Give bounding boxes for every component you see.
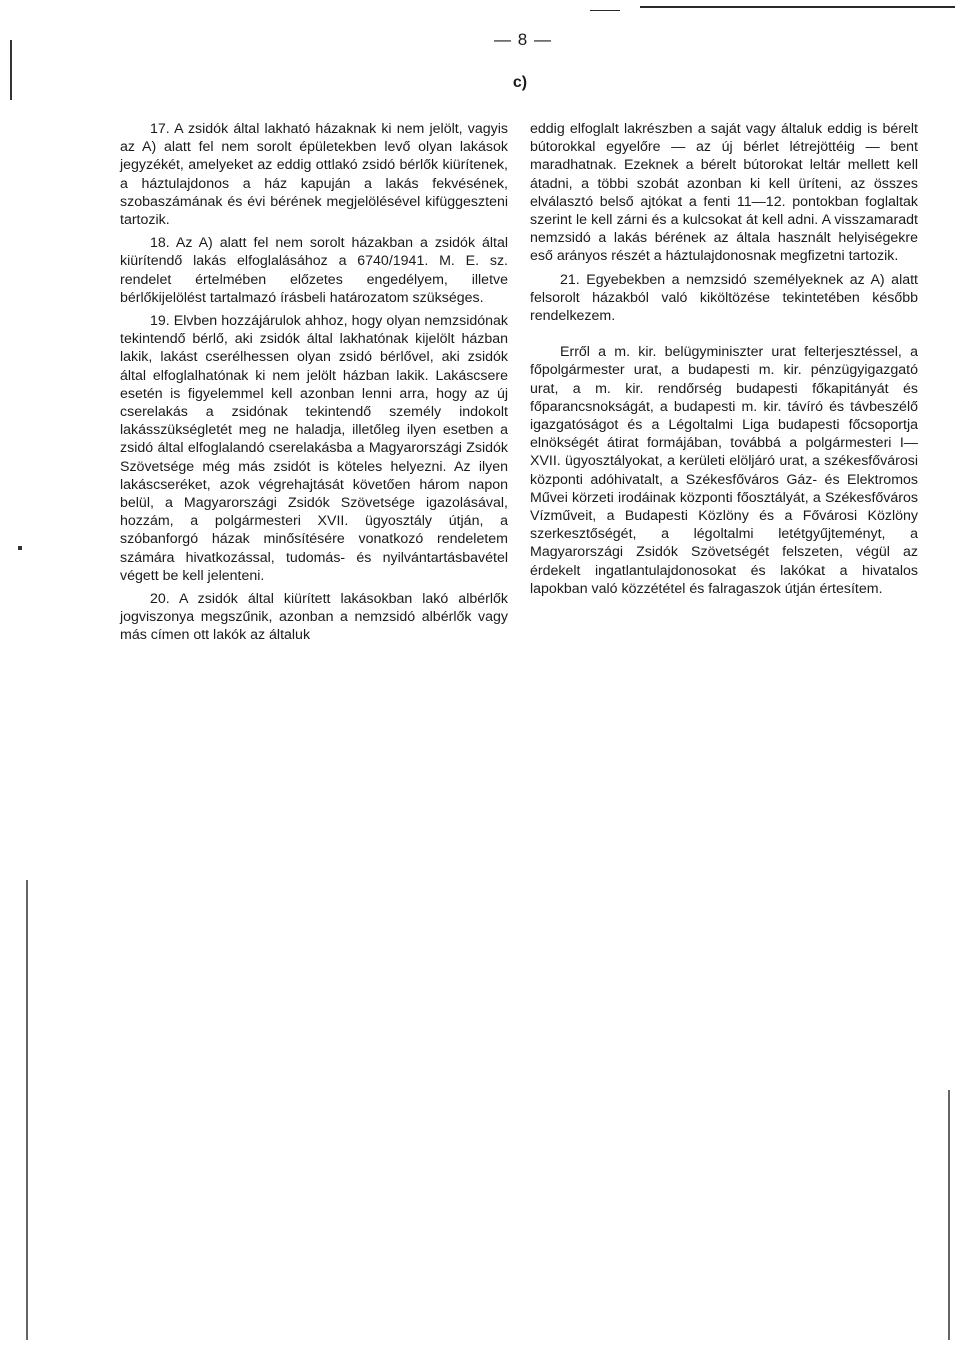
right-column [530, 120, 918, 603]
distribution-paragraph: Erről a m. kir. belügyminiszter urat felterjesztéssel, a főpolgármester urat, a budapesti m. kir. pénzügyigazgató urat, a m. kir. rendőrség budapesti főkapitányát és főparancsnokságát, a budapesti m. kir. távíró és távbeszélő igazgatóságot és a Légoltalmi Liga budapesti főcsoportja elnökségét átirat formájában, továbbá a polgármesteri I—XVII. ügyosztályokat, a kerületi elöljáró urat, a székesfővárosi központi adóhivatalt, a Székesfőváros Gáz- és Elektromos Művei körzeti irodáinak központi főosztályát, a Székesfőváros Vízműveit, a Budapesti Közlöny és a Fővárosi Közlöny szerkesztőségét, a légoltalmi letétgyűjteményt, a Magyarországi Zsidók Szövetségét felszeten, végül az érdekelt ingatlantulajdonosokat és lakókat a hivatalos lapokban való közzététel és falragaszok útján értesítem. [530, 344, 918, 597]
scan-edge-mark-left [10, 40, 12, 100]
scan-edge-mark-right-bottom [948, 1090, 950, 1340]
page-number: — 8 — [494, 30, 552, 49]
scan-edge-line-top-short [590, 10, 620, 11]
paragraph-21: 21. Egyebekben a nemzsidó személyeknek az A) alatt felsorolt házakból való kiköltözése tekintetében később rendelkezem. [530, 271, 918, 325]
paragraph-19: 19. Elvben hozzájárulok ahhoz, hogy olyan nemzsidónak tekintendő bérlő, aki zsidók által lakhatónak kijelölt házban lakik, lakást cserélhessen olyan zsidó bérlővel, aki zsidók által elfoglalhatónak ki nem jelölt házban lakik. Lakáscsere esetén is figyelemmel kell azonban lenni arra, hogy az új cserelakás a zsidónak tekintendő személy indokolt lakásszükségletét meg ne haladja, illetőleg ilyen esetben a zsidó által elfoglalandó cserelakásba a Magyarországi Zsidók Szövetsége még más zsidót is köteles helyezni. Az ilyen lakáscseréket, azok végrehajtását követően három napon belül, a Magyarországi Zsidók Szövetsége igazolásával, hozzám, a polgármesteri XVII. ügyosztály útján, a szóbanforgó házak minősítésére vonatkozó rendeletem számára hivatkozással, tudomás- és nyilvántartásbavétel végett be kell jelenteni. [120, 313, 508, 584]
left-column [120, 120, 508, 650]
scan-edge-mark-left-dot [18, 546, 22, 550]
scan-edge-line-top [640, 6, 955, 8]
scan-edge-mark-left-bottom [26, 880, 28, 1340]
section-mark: c) [512, 74, 528, 91]
paragraph-17: 17. A zsidók által lakható házaknak ki nem jelölt, vagyis az A) alatt fel nem sorolt épületekben levő olyan lakások jegyzékét, amelyeket az eddig ottlakó zsidó bérlők kiürítenek, a háztulajdonos a ház kapuján a lakás fekvésének, szobaszámának és évi bérének megjelölésével kifüggeszteni tartozik. [120, 121, 508, 229]
paragraph-18: 18. Az A) alatt fel nem sorolt házakban a zsidók által kiürítendő lakás elfoglalásához a 6740/1941. M. E. sz. rendelet értelmében előzetes engedélyem, illetve bérlőkijelölést tartalmazó írásbeli határozatom szükséges. [120, 235, 508, 306]
paragraph-20-continued: eddig elfoglalt lakrészben a saját vagy általuk eddig is bérelt bútorokkal egyelőre — az új bérlet létrejöttéig — bent maradhatnak. Ezeknek a bérelt bútorokat leltár mellett kell átadni, a többi szobát azonban ki kell üríteni, az összes elválasztó belső ajtókat a fenti 11—12. pontokban foglaltak szerint le kell zárni és a kulcsokat át kell adni. A visszamaradt nemzsidó a lakás bérének az általa használt helyiségekre eső arányos részét a háztulajdonosnak megfizetni tartozik. [530, 121, 918, 265]
paragraph-20: 20. A zsidók által kiürített lakásokban lakó albérlők jogviszonya megszűnik, azonban a nemzsidó albérlők vagy más címen ott lakók az általuk [120, 591, 508, 644]
